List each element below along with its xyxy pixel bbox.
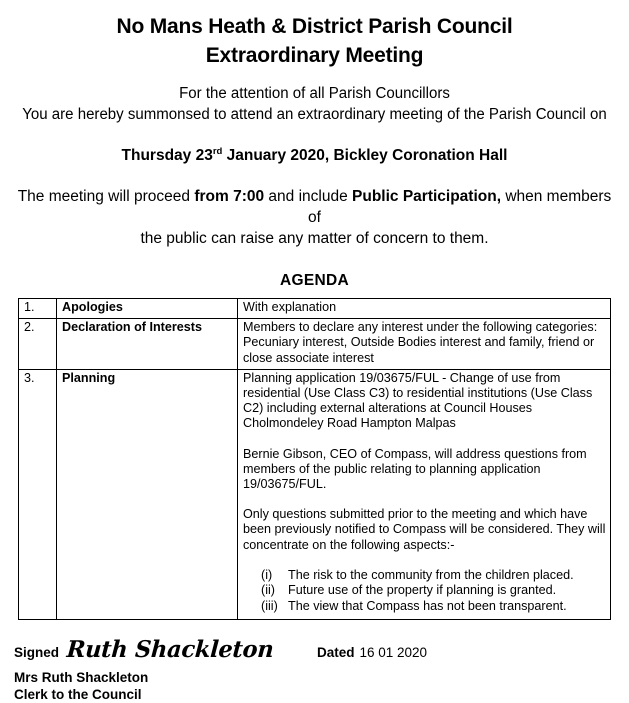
proceed-bold-public-participation: Public Participation,: [352, 188, 502, 205]
proceed-text-1: The meeting will proceed: [17, 188, 195, 205]
row-topic: Apologies: [57, 299, 238, 319]
table-row: [19, 369, 611, 619]
agenda-heading: AGENDA: [280, 272, 349, 289]
handwritten-signature: Ruth Shackleton: [65, 636, 275, 664]
row-number: 2.: [19, 319, 57, 370]
row-description: [238, 299, 611, 319]
list-item: [243, 599, 606, 614]
proceed-text-3: when members of: [308, 188, 612, 226]
page-title: [0, 0, 629, 70]
list-item: [243, 583, 606, 598]
proceed-text-2: and include: [264, 188, 353, 205]
row-topic: Declaration of Interests: [57, 319, 238, 370]
dated-label: Dated: [316, 645, 355, 661]
agenda-table: [18, 298, 611, 620]
description-paragraph: With explanation: [243, 300, 337, 314]
meeting-date-line: [0, 147, 629, 165]
table-row: [19, 299, 611, 319]
proceed-line-1: [14, 186, 615, 228]
row-description: [238, 319, 611, 370]
signature-row: [14, 636, 629, 664]
description-paragraph: Members to declare any interest under the following categories: Pecuniary interest, Outside Bodies interest and family, friend or close associate interest: [243, 320, 598, 365]
list-item-label: Future use of the property if planning is granted.: [288, 583, 557, 598]
meeting-date-ordinal: rd: [212, 145, 223, 157]
row-number: 3.: [19, 369, 57, 619]
description-paragraph: Planning application 19/03675/FUL - Change of use from residential (Use Class C3) to residential institutions (Use Class C2) including external alterations at Council Houses Cholmondeley Road Hampton Malpas: [243, 370, 593, 431]
list-item-marker: (ii): [261, 583, 275, 598]
row-description: [238, 369, 611, 619]
proceed-bold-start-time: from 7:00: [194, 188, 265, 205]
list-item-label: The view that Compass has not been transparent.: [288, 598, 567, 613]
proceed-paragraph: [0, 186, 629, 249]
table-row: [19, 319, 611, 370]
proceed-line-2: the public can raise any matter of concern to them.: [140, 230, 489, 247]
aspects-list: [243, 568, 606, 614]
list-item-marker: (i): [261, 567, 273, 582]
list-item: [243, 568, 606, 583]
signatory-role: Clerk to the Council: [14, 686, 142, 702]
signatory-name: Mrs Ruth Shackleton: [14, 670, 149, 686]
title-line-2: Extraordinary Meeting: [205, 44, 424, 67]
intro-paragraph: [0, 83, 629, 125]
meeting-date-suffix: January 2020, Bickley Coronation Hall: [222, 147, 508, 164]
list-item-label: The risk to the community from the children placed.: [288, 567, 574, 582]
meeting-date-prefix: Thursday 23: [121, 147, 213, 164]
signed-label: Signed: [14, 645, 60, 661]
signature-block: [0, 638, 629, 703]
title-line-1: No Mans Heath & District Parish Council: [116, 15, 513, 38]
row-topic: Planning: [57, 369, 238, 619]
list-item-marker: (iii): [261, 598, 278, 613]
row-number: 1.: [19, 299, 57, 319]
description-paragraph: Only questions submitted prior to the meeting and which have been previously notified to Compass will be considered. They will concentrate on the following aspects:-: [243, 507, 606, 552]
dated-value: 16 01 2020: [359, 645, 428, 661]
description-paragraph: Bernie Gibson, CEO of Compass, will address questions from members of the public relating to planning application 19/03675/FUL.: [243, 446, 587, 492]
intro-line-1: For the attention of all Parish Councillors: [179, 85, 450, 102]
intro-line-2: You are hereby summonsed to attend an extraordinary meeting of the Parish Council on: [22, 106, 607, 123]
